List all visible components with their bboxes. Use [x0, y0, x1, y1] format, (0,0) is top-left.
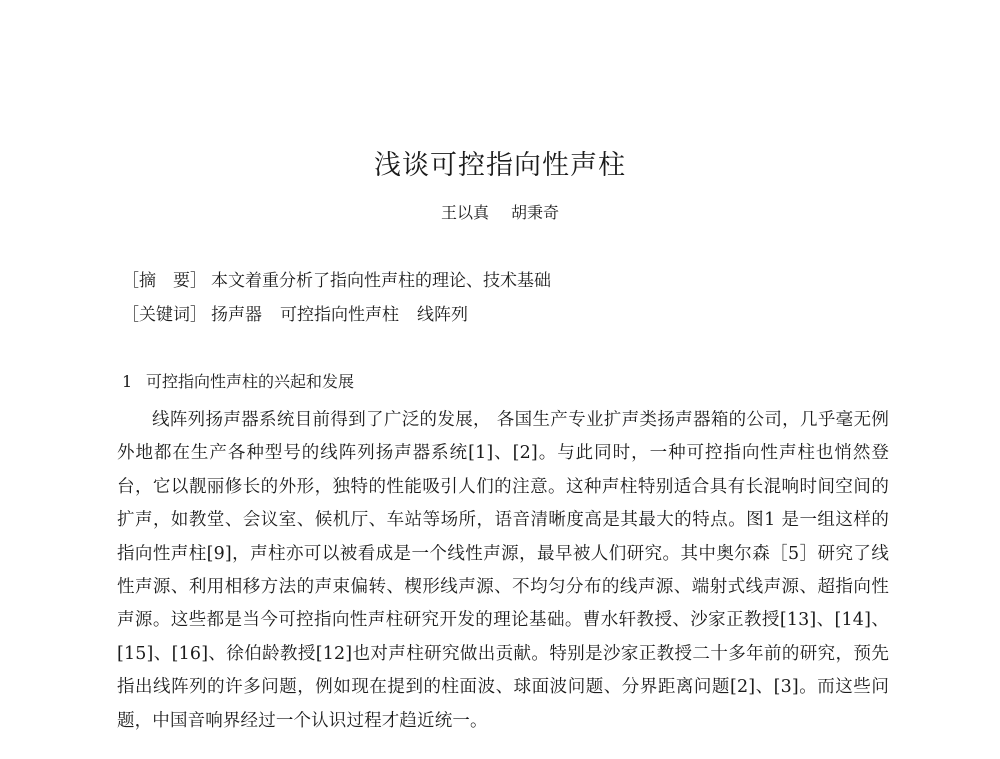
body-paragraph: 线阵列扬声器系统目前得到了广泛的发展， 各国生产专业扩声类扬声器箱的公司，几乎毫无例外地都在生产各种型号的线阵列扬声器系统[1]、[2]。与此同时，一种可控指向性声柱也悄然登台，它以靓丽修长的外形，独特的性能吸引人们的注意。这种声柱特别适合具有长混响时间空间的扩声，如教堂、会议室、候机厅、车站等场所，语音清晰度高是其最大的特点。图1 是一组这样的指向性声柱[9]，声柱亦可以被看成是一个线性声源，最早被人们研究。其中奥尔森［5］研究了线性声源、利用相移方法的声束偏转、楔形线声源、不均匀分布的线声源、端射式线声源、超指向性声源。这些都是当今可控指向性声柱研究开发的理论基础。曹水轩教授、沙家正教授[13]、[14]、[15]、[16]、徐伯龄教授[12]也对声柱研究做出贡献。特别是沙家正教授二十多年前的研究，预先指出线阵列的许多问题，例如现在提到的柱面波、球面波问题、分界距离问题[2]、[3]。而这些问题，中国音响界经过一个认识过程才趋近统一。 [117, 410, 889, 731]
keyword: 扬声器 [211, 305, 262, 325]
section-heading [122, 369, 354, 392]
keywords-label: ［关键词］ [122, 305, 207, 325]
abstract-text: 本文着重分析了指向性声柱的理论、技术基础 [211, 271, 551, 291]
keyword: 线阵列 [417, 305, 468, 325]
abstract-label: ［摘 要］ [122, 271, 207, 291]
section-number: 1 [122, 372, 133, 391]
paper-title: 浅谈可控指向性声柱 [374, 150, 626, 181]
author-line [0, 200, 1000, 223]
keywords-line [122, 300, 486, 325]
abstract-line [122, 266, 551, 291]
section-title: 可控指向性声柱的兴起和发展 [146, 372, 355, 391]
author-name: 王以真 [440, 203, 489, 222]
keyword: 可控指向性声柱 [280, 305, 399, 325]
author-name: 胡秉奇 [511, 203, 560, 222]
